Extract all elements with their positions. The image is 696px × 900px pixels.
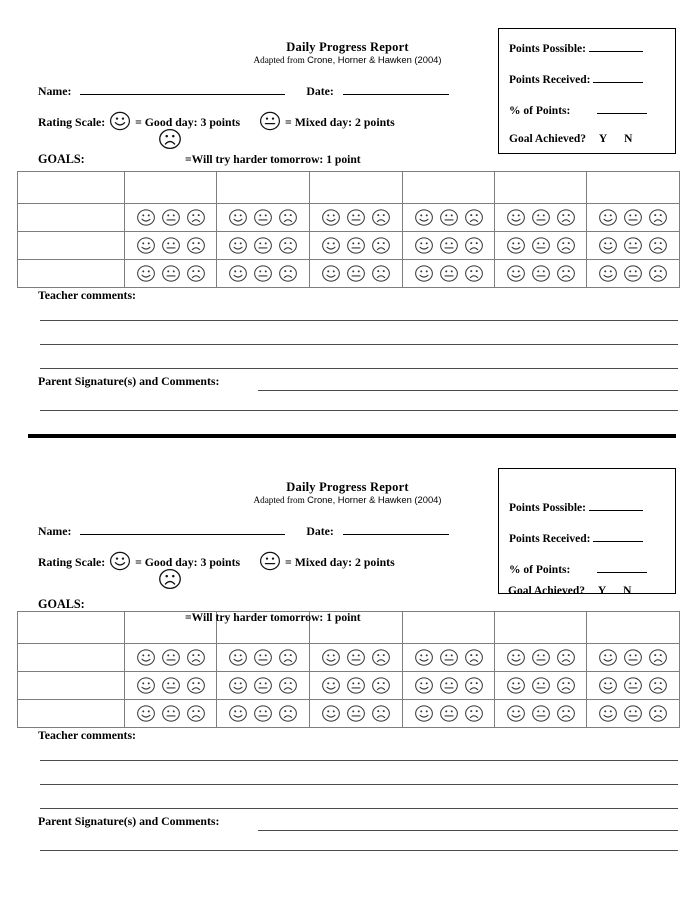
report-attribution <box>215 494 480 506</box>
neutral-face-icon[interactable] <box>346 648 366 667</box>
sad-face-icon[interactable] <box>464 704 484 723</box>
percent-of-points-row <box>509 561 647 577</box>
happy-face-icon[interactable] <box>136 208 156 227</box>
points-received-label: Points Received: <box>509 74 591 86</box>
name-label: Name: <box>38 524 72 538</box>
sad-face-icon[interactable] <box>556 676 576 695</box>
rating-scale-label: Rating Scale: <box>38 555 106 569</box>
sad-face-icon[interactable] <box>371 704 391 723</box>
neutral-face-icon[interactable] <box>161 648 181 667</box>
sad-face-icon[interactable] <box>556 704 576 723</box>
happy-face-icon[interactable] <box>228 704 248 723</box>
attribution-prefix: Adapted from <box>253 495 308 505</box>
happy-face-icon[interactable] <box>506 208 526 227</box>
goal-entry-cell[interactable] <box>18 232 125 260</box>
table-row <box>18 644 680 672</box>
attribution-prefix: Adapted from <box>253 55 308 65</box>
sad-face-wrapper-bottom <box>158 568 182 595</box>
happy-face-icon <box>109 551 131 571</box>
sad-face-icon[interactable] <box>278 208 298 227</box>
sad-face-icon[interactable] <box>278 704 298 723</box>
goal-achieved-no-option[interactable]: N <box>623 585 632 597</box>
neutral-face-icon <box>259 111 281 131</box>
happy-face-icon[interactable] <box>228 648 248 667</box>
happy-face-icon[interactable] <box>228 208 248 227</box>
date-input[interactable] <box>343 522 449 535</box>
happy-face-icon[interactable] <box>136 264 156 283</box>
neutral-face-icon[interactable] <box>253 704 273 723</box>
happy-face-icon[interactable] <box>598 264 618 283</box>
rating-cell[interactable] <box>125 672 217 700</box>
happy-face-icon[interactable] <box>136 236 156 255</box>
rating-cell[interactable] <box>495 672 587 700</box>
rating-cell[interactable] <box>217 700 310 728</box>
neutral-face-icon[interactable] <box>531 676 551 695</box>
parent-signature-line-2[interactable] <box>40 410 678 411</box>
sad-face-icon[interactable] <box>278 648 298 667</box>
percent-of-points-label: % of Points: <box>509 105 571 117</box>
good-day-text: = Good day: 3 points <box>135 555 241 569</box>
neutral-face-icon[interactable] <box>346 208 366 227</box>
neutral-face-icon[interactable] <box>439 704 459 723</box>
sad-face-icon[interactable] <box>186 264 206 283</box>
mixed-day-text: = Mixed day: 2 points <box>285 555 395 569</box>
name-date-row-bottom <box>38 522 449 539</box>
parent-signature-label-top: Parent Signature(s) and Comments: <box>38 374 220 388</box>
rating-cell[interactable] <box>495 232 587 260</box>
period-header-cell[interactable] <box>495 612 587 644</box>
goals-header-cell[interactable] <box>18 612 125 644</box>
goal-entry-cell[interactable] <box>18 204 125 232</box>
neutral-face-icon[interactable] <box>346 704 366 723</box>
neutral-face-icon <box>259 551 281 571</box>
period-header-cell[interactable] <box>403 172 495 204</box>
percent-of-points-row <box>509 102 647 118</box>
happy-face-icon[interactable] <box>228 236 248 255</box>
rating-cell[interactable] <box>125 644 217 672</box>
parent-signature-line-1[interactable] <box>258 830 678 831</box>
rating-cell[interactable] <box>125 232 217 260</box>
sad-face-icon[interactable] <box>648 648 668 667</box>
rating-cell[interactable] <box>495 700 587 728</box>
points-possible-row <box>509 499 643 515</box>
neutral-face-icon[interactable] <box>531 704 551 723</box>
goal-achieved-label: Goal Achieved? <box>509 133 586 145</box>
happy-face-icon[interactable] <box>321 236 341 255</box>
happy-face-icon[interactable] <box>598 236 618 255</box>
goal-achieved-no-option[interactable]: N <box>624 133 633 145</box>
date-label: Date: <box>306 524 334 538</box>
name-date-row-top <box>38 82 449 99</box>
sad-face-icon[interactable] <box>648 236 668 255</box>
rating-cell[interactable] <box>495 260 587 288</box>
happy-face-icon[interactable] <box>506 236 526 255</box>
happy-face-icon[interactable] <box>136 704 156 723</box>
neutral-face-icon[interactable] <box>161 264 181 283</box>
happy-face-icon[interactable] <box>321 704 341 723</box>
neutral-face-icon[interactable] <box>346 676 366 695</box>
happy-face-icon[interactable] <box>414 208 434 227</box>
neutral-face-icon[interactable] <box>623 236 643 255</box>
sad-face-icon[interactable] <box>648 208 668 227</box>
sad-face-icon[interactable] <box>556 208 576 227</box>
report-title: Daily Progress Report <box>286 480 409 494</box>
rating-cell[interactable] <box>403 232 495 260</box>
sad-face-icon[interactable] <box>186 208 206 227</box>
report-attribution <box>215 54 480 66</box>
goals-label-top: GOALS: <box>38 152 85 166</box>
sad-face-icon[interactable] <box>186 236 206 255</box>
sad-face-icon[interactable] <box>464 264 484 283</box>
happy-face-icon[interactable] <box>598 208 618 227</box>
neutral-face-icon[interactable] <box>346 264 366 283</box>
table-row <box>18 260 680 288</box>
rating-cell[interactable] <box>587 232 680 260</box>
percent-of-points-label: % of Points: <box>509 564 571 576</box>
sad-face-icon[interactable] <box>371 648 391 667</box>
happy-face-icon[interactable] <box>414 264 434 283</box>
rating-cell[interactable] <box>310 672 403 700</box>
points-received-label: Points Received: <box>509 533 591 545</box>
points-possible-label: Points Possible: <box>509 43 586 55</box>
happy-face-icon[interactable] <box>321 676 341 695</box>
rating-cell[interactable] <box>403 700 495 728</box>
rating-cell[interactable] <box>217 644 310 672</box>
happy-face-icon[interactable] <box>506 648 526 667</box>
rating-scale-row-top <box>38 111 395 131</box>
sad-face-icon[interactable] <box>648 676 668 695</box>
neutral-face-icon[interactable] <box>439 676 459 695</box>
parent-signature-label-bottom: Parent Signature(s) and Comments: <box>38 814 220 828</box>
sad-face-icon[interactable] <box>556 264 576 283</box>
sad-face-icon[interactable] <box>464 236 484 255</box>
teacher-comment-line-2[interactable] <box>40 344 678 345</box>
happy-face-icon[interactable] <box>598 676 618 695</box>
teacher-comments-label-bottom: Teacher comments: <box>38 728 136 742</box>
period-header-cell[interactable] <box>217 172 310 204</box>
goals-label-bottom: GOALS: <box>38 597 85 611</box>
rating-cell[interactable] <box>217 232 310 260</box>
rating-cell[interactable] <box>587 672 680 700</box>
attribution-citation: Crone, Horner & Hawken (2004) <box>307 494 442 505</box>
neutral-face-icon[interactable] <box>253 264 273 283</box>
percent-of-points-input[interactable] <box>597 102 647 114</box>
name-label: Name: <box>38 84 72 98</box>
rating-cell[interactable] <box>125 260 217 288</box>
neutral-face-icon[interactable] <box>623 676 643 695</box>
sad-face-icon[interactable] <box>648 704 668 723</box>
sad-face-icon[interactable] <box>186 648 206 667</box>
teacher-comment-line-1[interactable] <box>40 760 678 761</box>
sad-face-icon[interactable] <box>464 676 484 695</box>
goal-achieved-row-bottom <box>508 585 631 598</box>
goal-achieved-label: Goal Achieved? <box>508 585 585 597</box>
ratings-table-top <box>17 171 680 288</box>
rating-cell[interactable] <box>403 644 495 672</box>
sad-face-icon[interactable] <box>556 236 576 255</box>
try-harder-text-bottom: =Will try harder tomorrow: 1 point <box>185 611 361 624</box>
happy-face-icon[interactable] <box>321 208 341 227</box>
neutral-face-icon[interactable] <box>531 236 551 255</box>
points-received-row <box>509 71 643 87</box>
happy-face-icon <box>109 111 131 131</box>
sad-face-icon <box>158 568 182 590</box>
happy-face-icon[interactable] <box>598 648 618 667</box>
teacher-comment-line-2[interactable] <box>40 784 678 785</box>
sad-face-icon[interactable] <box>371 264 391 283</box>
period-header-cell[interactable] <box>310 172 403 204</box>
name-input[interactable] <box>80 82 285 95</box>
mixed-day-text: = Mixed day: 2 points <box>285 115 395 129</box>
goal-entry-cell[interactable] <box>18 672 125 700</box>
neutral-face-icon[interactable] <box>161 236 181 255</box>
neutral-face-icon[interactable] <box>161 676 181 695</box>
neutral-face-icon[interactable] <box>623 648 643 667</box>
rating-cell[interactable] <box>495 204 587 232</box>
date-input[interactable] <box>343 82 449 95</box>
neutral-face-icon[interactable] <box>253 236 273 255</box>
goal-entry-cell[interactable] <box>18 700 125 728</box>
sad-face-icon[interactable] <box>464 648 484 667</box>
rating-cell[interactable] <box>310 644 403 672</box>
happy-face-icon[interactable] <box>506 264 526 283</box>
sad-face-icon[interactable] <box>278 264 298 283</box>
rating-cell[interactable] <box>217 260 310 288</box>
neutral-face-icon[interactable] <box>439 648 459 667</box>
sad-face-icon[interactable] <box>371 676 391 695</box>
goal-entry-cell[interactable] <box>18 260 125 288</box>
neutral-face-icon[interactable] <box>531 208 551 227</box>
happy-face-icon[interactable] <box>414 704 434 723</box>
sad-face-icon[interactable] <box>648 264 668 283</box>
happy-face-icon[interactable] <box>598 704 618 723</box>
happy-face-icon[interactable] <box>414 676 434 695</box>
happy-face-icon[interactable] <box>506 676 526 695</box>
points-possible-input[interactable] <box>589 499 643 511</box>
attribution-citation: Crone, Horner & Hawken (2004) <box>307 54 442 65</box>
neutral-face-icon[interactable] <box>253 676 273 695</box>
sad-face-icon[interactable] <box>278 676 298 695</box>
neutral-face-icon[interactable] <box>439 236 459 255</box>
points-possible-label: Points Possible: <box>509 502 586 514</box>
sad-face-icon[interactable] <box>371 208 391 227</box>
sad-face-icon[interactable] <box>371 236 391 255</box>
sad-face-icon[interactable] <box>278 236 298 255</box>
neutral-face-icon[interactable] <box>531 264 551 283</box>
goal-achieved-yes-option[interactable]: Y <box>598 133 608 145</box>
points-possible-input[interactable] <box>589 40 643 52</box>
sad-face-icon[interactable] <box>186 704 206 723</box>
teacher-comments-label-top: Teacher comments: <box>38 288 136 302</box>
rating-cell[interactable] <box>310 232 403 260</box>
rating-cell[interactable] <box>403 260 495 288</box>
neutral-face-icon[interactable] <box>253 208 273 227</box>
points-received-input[interactable] <box>593 71 643 83</box>
try-harder-text-top: =Will try harder tomorrow: 1 point <box>185 153 361 166</box>
rating-cell[interactable] <box>587 204 680 232</box>
happy-face-icon[interactable] <box>414 648 434 667</box>
points-received-input[interactable] <box>593 530 643 542</box>
rating-cell[interactable] <box>217 204 310 232</box>
rating-cell[interactable] <box>587 260 680 288</box>
points-possible-row <box>509 40 643 56</box>
sad-face-icon[interactable] <box>464 208 484 227</box>
sad-face-wrapper-top <box>158 128 182 155</box>
neutral-face-icon[interactable] <box>253 648 273 667</box>
good-day-text: = Good day: 3 points <box>135 115 241 129</box>
happy-face-icon[interactable] <box>321 264 341 283</box>
neutral-face-icon[interactable] <box>623 704 643 723</box>
neutral-face-icon[interactable] <box>161 704 181 723</box>
points-received-row <box>509 530 643 546</box>
report-header-top <box>215 40 480 66</box>
report-header-bottom <box>215 480 480 506</box>
happy-face-icon[interactable] <box>136 648 156 667</box>
sad-face-icon <box>158 128 182 150</box>
rating-cell[interactable] <box>587 644 680 672</box>
rating-cell[interactable] <box>217 672 310 700</box>
period-header-cell[interactable] <box>403 612 495 644</box>
date-label: Date: <box>306 84 334 98</box>
neutral-face-icon[interactable] <box>623 264 643 283</box>
rating-cell[interactable] <box>125 204 217 232</box>
table-row <box>18 204 680 232</box>
ratings-table-bottom <box>17 611 680 728</box>
goal-entry-cell[interactable] <box>18 644 125 672</box>
points-summary-box-bottom <box>498 468 676 594</box>
happy-face-icon[interactable] <box>136 676 156 695</box>
happy-face-icon[interactable] <box>506 704 526 723</box>
happy-face-icon[interactable] <box>228 264 248 283</box>
teacher-comment-line-1[interactable] <box>40 320 678 321</box>
rating-cell[interactable] <box>125 700 217 728</box>
percent-of-points-input[interactable] <box>597 561 647 573</box>
table-row <box>18 672 680 700</box>
teacher-comment-line-3[interactable] <box>40 368 678 369</box>
neutral-face-icon[interactable] <box>623 208 643 227</box>
neutral-face-icon[interactable] <box>531 648 551 667</box>
happy-face-icon[interactable] <box>321 648 341 667</box>
period-header-cell[interactable] <box>587 172 680 204</box>
table-row <box>18 700 680 728</box>
neutral-face-icon[interactable] <box>346 236 366 255</box>
happy-face-icon[interactable] <box>228 676 248 695</box>
points-summary-box-top <box>498 28 676 154</box>
sad-face-icon[interactable] <box>556 648 576 667</box>
rating-cell[interactable] <box>403 672 495 700</box>
goal-achieved-row <box>509 133 632 146</box>
rating-scale-label: Rating Scale: <box>38 115 106 129</box>
rating-cell[interactable] <box>587 700 680 728</box>
period-header-cell[interactable] <box>125 172 217 204</box>
rating-cell[interactable] <box>495 644 587 672</box>
goals-header-cell[interactable] <box>18 172 125 204</box>
rating-cell[interactable] <box>310 260 403 288</box>
rating-cell[interactable] <box>310 700 403 728</box>
period-header-cell[interactable] <box>587 612 680 644</box>
form-separator-bar <box>28 434 676 438</box>
goal-achieved-yes-option[interactable]: Y <box>597 585 607 597</box>
parent-signature-line-2[interactable] <box>40 850 678 851</box>
neutral-face-icon[interactable] <box>161 208 181 227</box>
neutral-face-icon[interactable] <box>439 208 459 227</box>
happy-face-icon[interactable] <box>414 236 434 255</box>
period-header-cell[interactable] <box>495 172 587 204</box>
neutral-face-icon[interactable] <box>439 264 459 283</box>
name-input[interactable] <box>80 522 285 535</box>
teacher-comment-line-3[interactable] <box>40 808 678 809</box>
table-row <box>18 232 680 260</box>
rating-cell[interactable] <box>310 204 403 232</box>
table-header-row <box>18 172 680 204</box>
report-title: Daily Progress Report <box>286 40 409 54</box>
parent-signature-line-1[interactable] <box>258 390 678 391</box>
rating-scale-row-bottom <box>38 551 395 571</box>
rating-cell[interactable] <box>403 204 495 232</box>
sad-face-icon[interactable] <box>186 676 206 695</box>
